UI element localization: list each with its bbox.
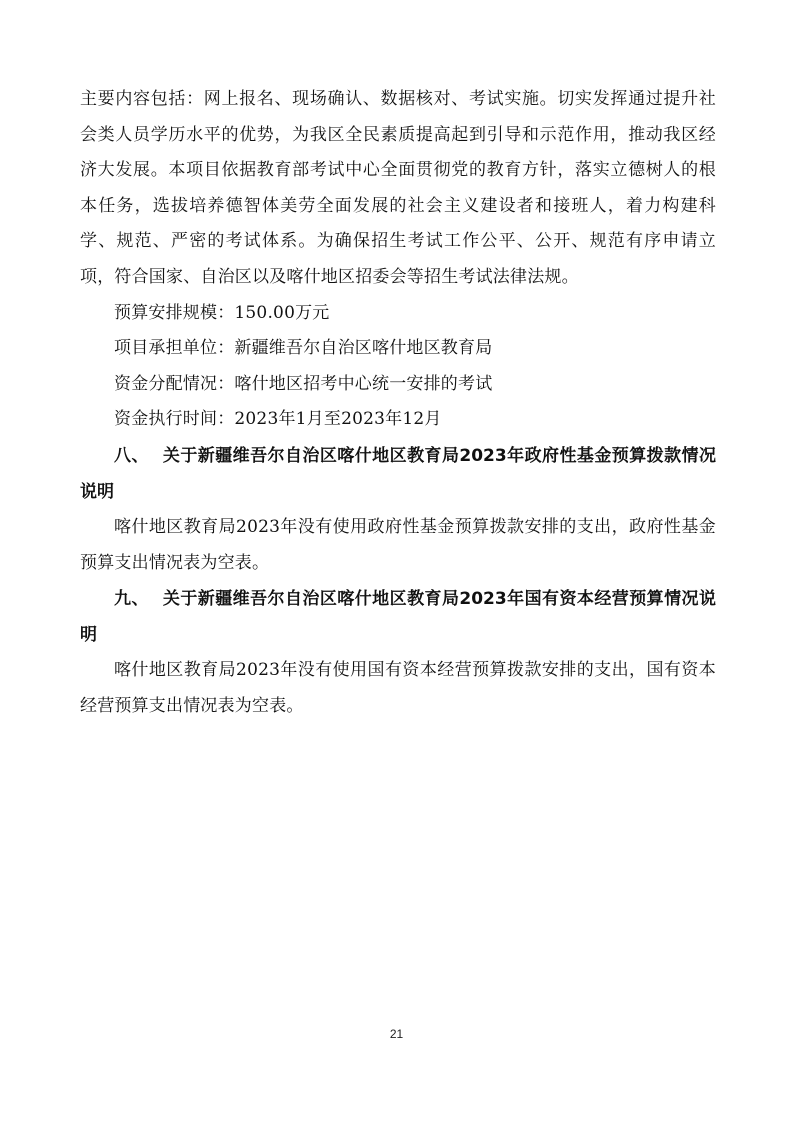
section-8-heading <box>80 438 716 510</box>
responsible-unit-line: 项目承担单位：新疆维吾尔自治区喀什地区教育局 <box>114 338 493 359</box>
section-8-title: 关于新疆维吾尔自治区喀什地区教育局2023年政府性基金预算拨款情况说明 <box>80 445 716 502</box>
page-number: 21 <box>389 1027 404 1041</box>
execution-period-line: 资金执行时间：2023年1月至2023年12月 <box>114 409 442 430</box>
section-9-heading <box>80 581 716 653</box>
fund-allocation-line: 资金分配情况：喀什地区招考中心统一安排的考试 <box>114 373 493 394</box>
section-8-number: 八、 <box>114 445 149 466</box>
budget-scale-line: 预算安排规模：150.00万元 <box>114 302 330 323</box>
section-9-title: 关于新疆维吾尔自治区喀什地区教育局2023年国有资本经营预算情况说明 <box>80 589 716 646</box>
section-9-number: 九、 <box>114 589 149 610</box>
section-8-body: 喀什地区教育局2023年没有使用政府性基金预算拨款安排的支出，政府性基金预算支出情况表为空表。 <box>80 516 716 573</box>
project-content-paragraph: 主要内容包括：网上报名、现场确认、数据核对、考试实施。切实发挥通过提升社会类人员学历水平的优势，为我区全民素质提高起到引导和示范作用，推动我区经济大发展。本项目依据教育部考试中心全面贯彻党的教育方针，落实立德树人的根本任务，选拔培养德智体美劳全面发展的社会主义建设者和接班人，着力构建科学、规范、严密的考试体系。为确保招生考试工作公平、公开、规范有序申请立项，符合国家、自治区以及喀什地区招委会等招生考试法律法规。 <box>80 89 716 287</box>
document-page <box>80 82 716 724</box>
section-9-body: 喀什地区教育局2023年没有使用国有资本经营预算拨款安排的支出，国有资本经营预算支出情况表为空表。 <box>80 660 716 716</box>
